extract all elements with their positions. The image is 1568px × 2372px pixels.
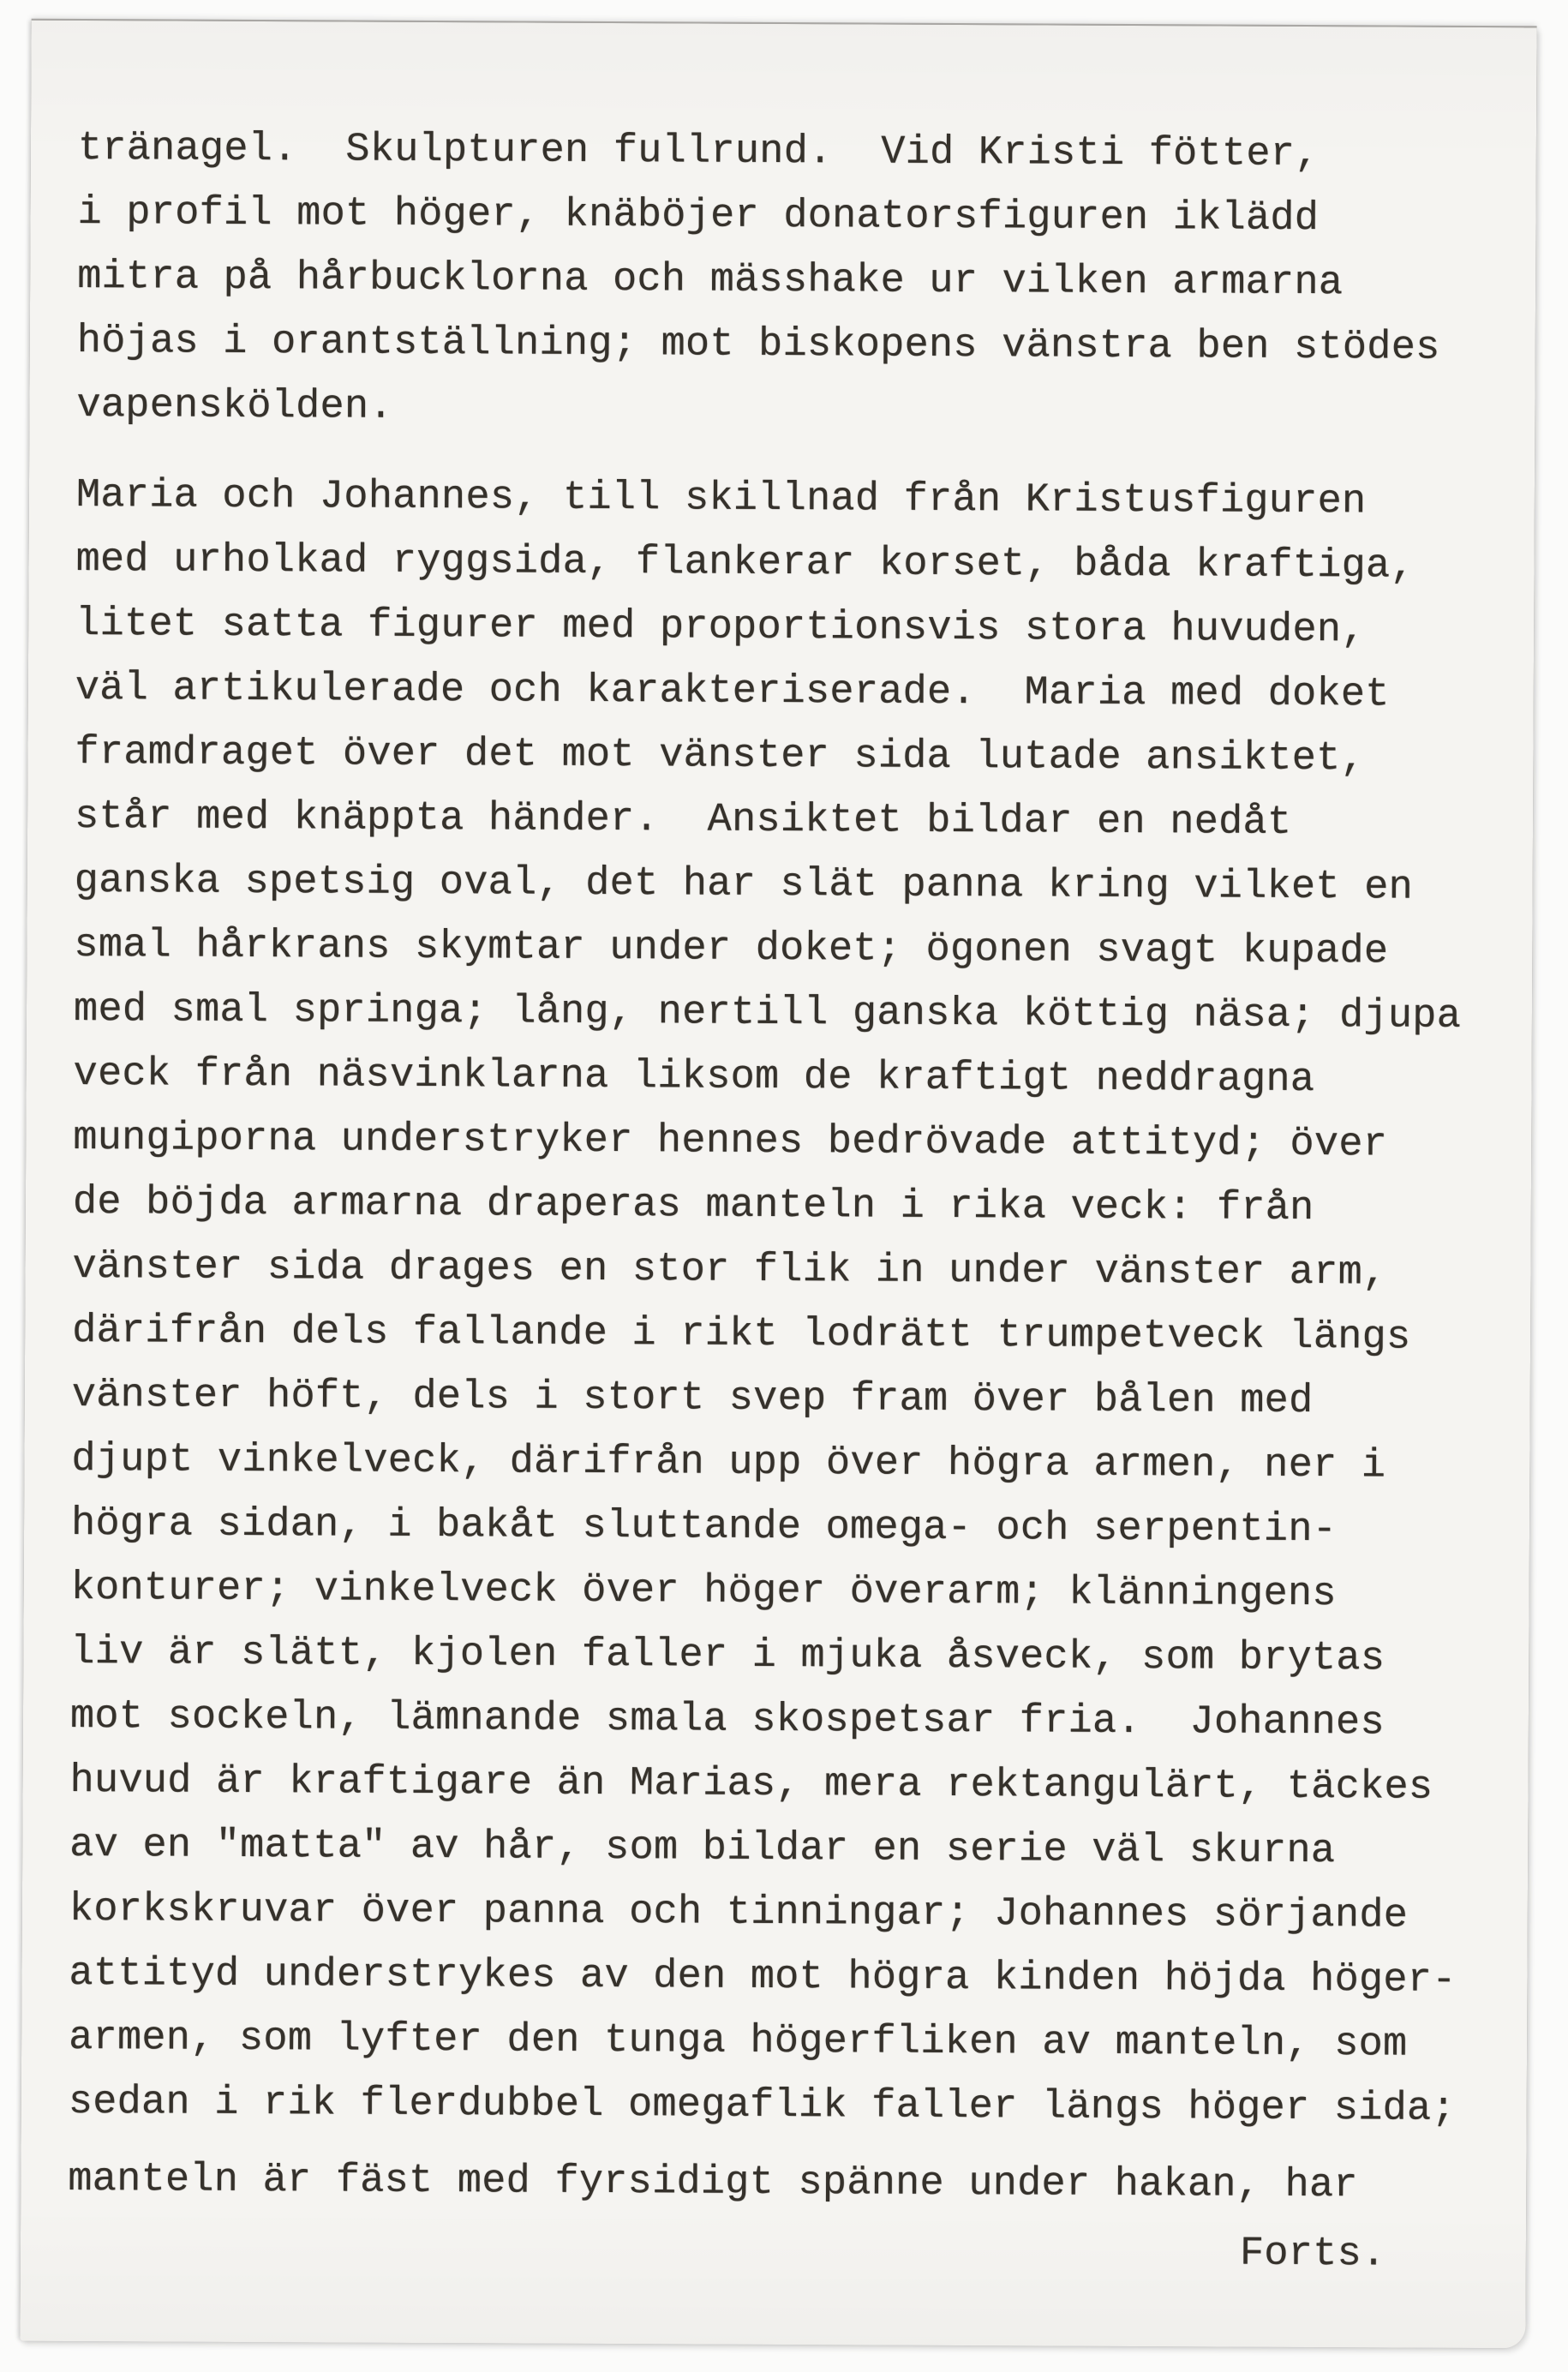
text-line: litet satta figurer med proportionsvis stora huvuden, [75, 601, 1366, 654]
text-line: djupt vinkelveck, därifrån upp över högra armen, ner i [71, 1436, 1386, 1489]
text-line: korkskruvar över panna och tinningar; Johannes sörjande [69, 1886, 1409, 1939]
text-line: huvud är kraftigare än Marias, mera rektangulärt, täckes [69, 1758, 1433, 1811]
text-line: tränagel. Skulpturen fullrund. Vid Kristi fötter, [77, 125, 1320, 178]
document-page [20, 21, 1536, 2349]
continuation-note: Forts. [1239, 2231, 1386, 2278]
text-line: smal hårkrans skymtar under doket; ögonen svagt kupade [74, 922, 1389, 975]
text-line: väl artikulerade och karakteriserade. Maria med doket [75, 665, 1390, 718]
text-line: mungiporna understryker hennes bedrövade attityd; över [73, 1115, 1388, 1168]
text-line: liv är slätt, kjolen faller i mjuka åsveck, som brytas [70, 1629, 1385, 1682]
text-line: ganska spetsig oval, det har slät panna kring vilket en [74, 858, 1414, 911]
text-line: vapenskölden. [76, 382, 393, 430]
text-line: med urholkad ryggsida, flankerar korset, båda kraftiga, [75, 536, 1415, 590]
text-line: framdraget över det mot vänster sida lutade ansiktet, [75, 729, 1366, 782]
text-line: vänster sida drages en stor flik in under vänster arm, [72, 1243, 1387, 1297]
text-line: i profil mot höger, knäböjer donatorsfiguren iklädd [77, 189, 1320, 243]
text-line: mitra på hårbucklorna och mässhake ur vilken armarna [77, 254, 1344, 307]
text-line: Maria och Johannes, till skillnad från Kristusfiguren [75, 472, 1367, 525]
text-line: vänster höft, dels i stort svep fram över bålen med [71, 1372, 1314, 1425]
paragraph-maria-johannes [69, 464, 1501, 2141]
text-line: högra sidan, i bakåt sluttande omega- och serpentin- [70, 1500, 1338, 1554]
text-line: armen, som lyfter den tunga högerfliken av manteln, som [68, 2015, 1408, 2068]
text-line: de böjda armarna draperas manteln i rika veck: från [72, 1179, 1314, 1232]
paragraph-closing [68, 2147, 1492, 2219]
text-line: attityd understrykes av den mot högra kinden höjda höger- [69, 1950, 1457, 2004]
text-line: med smal springa; lång, nertill ganska köttig näsa; djupa [73, 986, 1462, 1039]
text-line: konturer; vinkelveck över höger överarm; klänningens [70, 1565, 1337, 1618]
typewritten-text [21, 21, 1537, 2288]
text-line: av en "matta" av hår, som bildar en serie väl skurna [69, 1822, 1336, 1875]
text-line: höjas i orantställning; mot biskopens vänstra ben stödes [76, 318, 1440, 371]
text-line: därifrån dels fallande i rikt lodrätt trumpetveck längs [72, 1308, 1411, 1361]
text-line: står med knäppta händer. Ansiktet bildar en nedåt [74, 794, 1292, 846]
text-line: manteln är fäst med fyrsidigt spänne under hakan, har [68, 2156, 1358, 2209]
paragraph-sculpture-description [76, 117, 1502, 445]
text-line: veck från näsvinklarna liksom de kraftigt neddragna [73, 1051, 1315, 1104]
text-line: sedan i rik flerdubbel omegaflik faller längs höger sida; [68, 2079, 1456, 2132]
text-line: mot sockeln, lämnande smala skospetsar fria. Johannes [69, 1693, 1385, 1746]
